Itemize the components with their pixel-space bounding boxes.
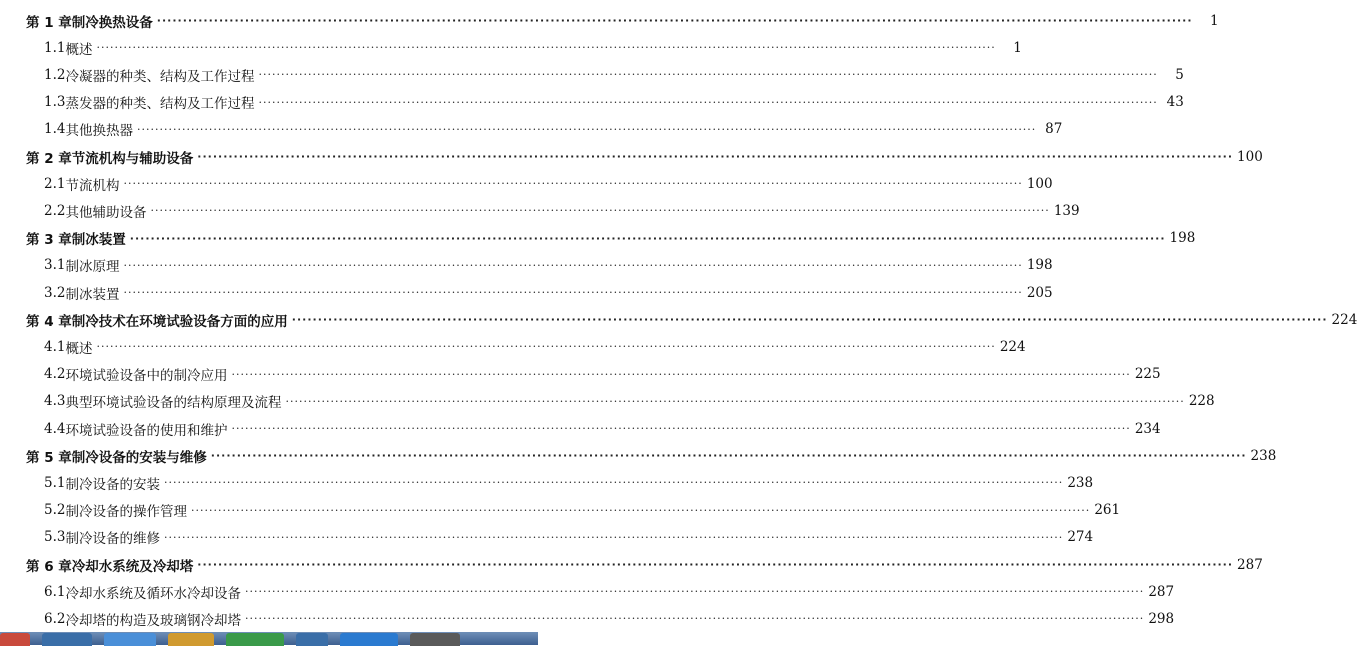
toc-page-number: 238 — [1250, 447, 1277, 464]
toc-page-number: 100 — [1237, 148, 1263, 165]
taskbar-button[interactable] — [168, 633, 214, 646]
toc-leader-dots: ········································································································································································································ — [150, 204, 1050, 218]
toc-leader-dots: ········································································································································································································ — [190, 503, 1091, 517]
toc-number: 1.2 — [44, 66, 66, 83]
toc-number: 第 6 章 — [26, 558, 72, 575]
toc-title: 制冰装置 — [65, 286, 120, 303]
toc-number: 4.3 — [44, 393, 66, 410]
toc-chapter-row[interactable] — [0, 225, 1196, 252]
toc-section-row[interactable] — [0, 279, 1053, 306]
toc-section-row[interactable] — [0, 170, 1053, 197]
toc-number: 4.1 — [44, 338, 66, 355]
toc-page-number: 238 — [1067, 474, 1094, 491]
toc-section-row[interactable] — [0, 197, 1080, 224]
toc-number: 2.2 — [44, 202, 66, 219]
toc-page-number: 5 — [1175, 66, 1184, 83]
toc-chapter-row[interactable] — [0, 551, 1263, 578]
toc-title: 制冰装置 — [71, 232, 126, 249]
toc-leader-dots: ········································································································································································································ — [291, 313, 1328, 327]
toc-title: 其他辅助设备 — [65, 204, 147, 221]
toc-leader-dots: ········································································································································································································ — [258, 95, 1158, 109]
taskbar — [0, 632, 538, 645]
toc-leader-dots: ········································································································································································································ — [210, 449, 1247, 463]
toc-number: 第 3 章 — [26, 232, 72, 249]
toc-leader-dots: ········································································································································································································ — [96, 340, 996, 354]
toc-page-number: 224 — [999, 338, 1026, 355]
toc-number: 4.2 — [44, 366, 66, 383]
toc-leader-dots: ········································································································································································································ — [231, 422, 1131, 435]
toc-title: 制冷设备的安装与维修 — [71, 449, 207, 466]
toc-leader-dots: ········································································································································································································ — [136, 122, 1037, 136]
toc-page-number: 87 — [1045, 121, 1063, 138]
toc-page-number: 198 — [1026, 257, 1053, 274]
toc-title: 制冷设备的安装 — [65, 476, 160, 493]
toc-section-row[interactable] — [0, 89, 1184, 116]
toc-section-row[interactable] — [0, 524, 1094, 551]
toc-chapter-row[interactable] — [0, 143, 1263, 170]
toc-title: 节流机构 — [65, 177, 120, 194]
toc-page-number: 287 — [1148, 583, 1175, 600]
toc-number: 3.1 — [44, 257, 66, 274]
toc-title: 制冷设备的维修 — [65, 531, 160, 548]
toc-page-number: 1 — [1209, 12, 1219, 29]
toc-page-number: 298 — [1148, 610, 1175, 627]
toc-leader-dots: ········································································································································································································ — [197, 558, 1234, 571]
toc-page-number: 287 — [1237, 556, 1263, 573]
toc-number: 第 4 章 — [26, 313, 72, 330]
toc-leader-dots: ········································································································································································································ — [244, 612, 1145, 626]
toc-chapter-row[interactable] — [0, 7, 1219, 34]
taskbar-button[interactable] — [42, 633, 92, 646]
toc-leader-dots: ········································································································································································································ — [96, 41, 996, 55]
toc-title: 概述 — [65, 41, 93, 58]
toc-number: 2.1 — [44, 175, 66, 192]
toc-page-number: 1 — [1013, 39, 1022, 56]
toc-number: 4.4 — [44, 420, 66, 437]
toc-title: 其他换热器 — [65, 123, 133, 140]
toc-section-row[interactable] — [0, 388, 1215, 415]
toc-leader-dots: ········································································································································································································ — [258, 68, 1158, 82]
toc-leader-dots: ········································································································································································································ — [163, 530, 1064, 544]
toc-leader-dots: ········································································································································································································ — [123, 286, 1023, 299]
toc-title: 节流机构与辅助设备 — [71, 150, 194, 167]
toc-section-row[interactable] — [0, 469, 1094, 496]
toc-page-number: 205 — [1026, 284, 1053, 301]
taskbar-button[interactable] — [410, 633, 460, 646]
taskbar-button[interactable] — [0, 633, 30, 646]
toc-title: 制冷换热设备 — [71, 14, 153, 31]
toc-number: 5.2 — [44, 502, 66, 519]
taskbar-button[interactable] — [296, 633, 328, 646]
toc-number: 1.4 — [44, 121, 66, 138]
toc-title: 制冰原理 — [65, 259, 120, 276]
toc-chapter-row[interactable] — [0, 306, 1357, 333]
toc-number: 6.2 — [44, 610, 66, 627]
toc-title: 蒸发器的种类、结构及工作过程 — [65, 96, 255, 113]
toc-number: 第 5 章 — [26, 449, 72, 466]
toc-section-row[interactable] — [0, 497, 1121, 524]
toc-title: 冷却塔的构造及玻璃钢冷却塔 — [65, 612, 241, 629]
toc-title: 制冷技术在环境试验设备方面的应用 — [71, 313, 288, 330]
toc-page-number: 224 — [1331, 311, 1357, 328]
toc-number: 第 1 章 — [26, 14, 72, 31]
taskbar-button[interactable] — [104, 633, 156, 646]
toc-leader-dots: ········································································································································································································ — [163, 476, 1064, 490]
toc-number: 第 2 章 — [26, 150, 72, 167]
taskbar-button[interactable] — [226, 633, 284, 646]
toc-section-row[interactable] — [0, 34, 1022, 61]
toc-leader-dots: ········································································································································································································ — [129, 231, 1166, 245]
toc-page-number: 234 — [1134, 420, 1161, 437]
toc-page-number: 228 — [1188, 393, 1215, 410]
toc-leader-dots: ········································································································································································································ — [123, 177, 1023, 191]
toc-section-row[interactable] — [0, 252, 1053, 279]
toc-leader-dots: ········································································································································································································ — [123, 258, 1023, 272]
toc-page-number: 225 — [1134, 366, 1161, 383]
toc-section-row[interactable] — [0, 578, 1175, 605]
toc-number: 1.3 — [44, 94, 66, 111]
toc-section-row[interactable] — [0, 116, 1063, 143]
toc-page-number: 139 — [1053, 202, 1080, 219]
toc-title: 环境试验设备中的制冷应用 — [65, 368, 228, 385]
taskbar-button[interactable] — [340, 633, 398, 646]
toc-page-number: 274 — [1067, 529, 1094, 546]
toc-number: 6.1 — [44, 583, 66, 600]
toc-title: 典型环境试验设备的结构原理及流程 — [65, 395, 282, 412]
toc-page-number: 100 — [1026, 175, 1053, 192]
toc-section-row[interactable] — [0, 415, 1161, 442]
toc-title: 概述 — [65, 340, 93, 357]
toc-number: 5.3 — [44, 529, 66, 546]
toc-leader-dots: ········································································································································································································ — [285, 394, 1185, 408]
toc-leader-dots: ········································································································································································································ — [231, 367, 1131, 381]
toc-title: 冷凝器的种类、结构及工作过程 — [65, 68, 255, 85]
toc-section-row[interactable] — [0, 361, 1161, 388]
toc-title: 冷却水系统及循环水冷却设备 — [65, 585, 241, 602]
toc-chapter-row[interactable] — [0, 442, 1277, 469]
toc-page-number: 43 — [1166, 94, 1184, 111]
toc-leader-dots: ········································································································································································································ — [244, 585, 1145, 599]
toc-number: 1.1 — [44, 39, 66, 56]
toc-number: 5.1 — [44, 474, 66, 491]
toc-page-number: 198 — [1169, 230, 1196, 247]
toc-number: 3.2 — [44, 284, 66, 301]
toc-page-number: 261 — [1094, 502, 1121, 519]
toc-leader-dots: ········································································································································································································ — [197, 150, 1234, 163]
toc-section-row[interactable] — [0, 333, 1026, 360]
toc-leader-dots: ········································································································································································································ — [156, 14, 1193, 27]
toc-section-row[interactable] — [0, 61, 1184, 88]
toc-title: 制冷设备的操作管理 — [65, 504, 187, 521]
toc-section-row[interactable] — [0, 605, 1175, 632]
toc-title: 冷却水系统及冷却塔 — [71, 558, 194, 575]
toc-title: 环境试验设备的使用和维护 — [65, 422, 228, 439]
